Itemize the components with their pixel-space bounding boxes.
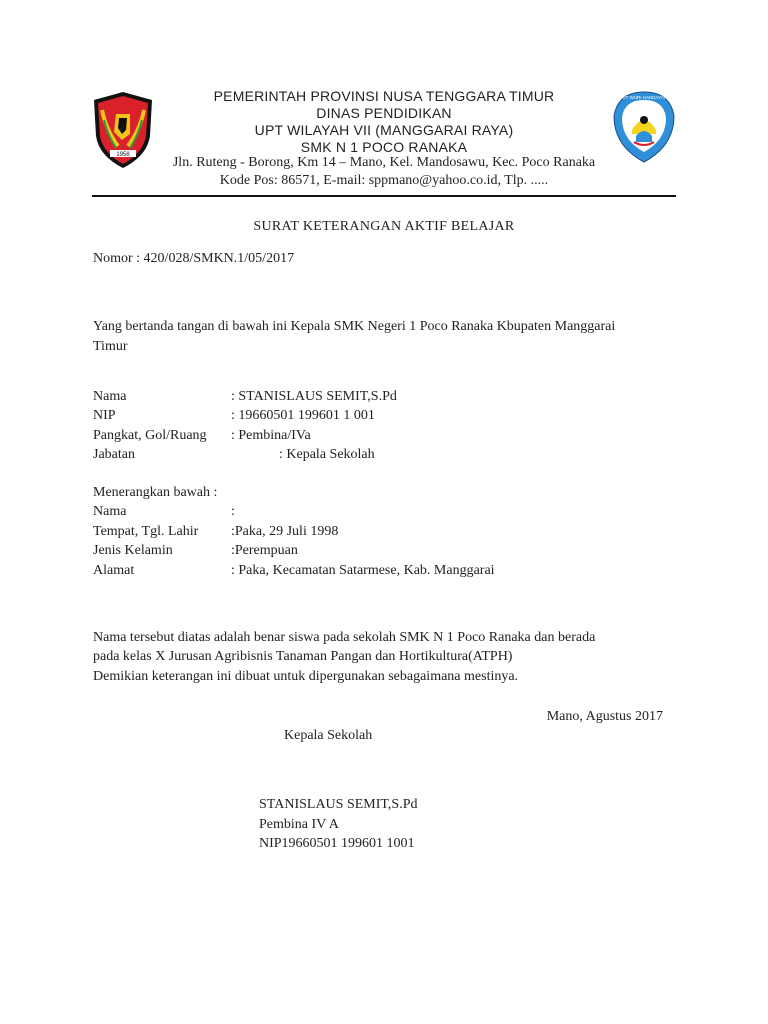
closing-line-1: Nama tersebut diatas adalah benar siswa pada sekolah SMK N 1 Poco Ranaka dan berada <box>93 630 596 645</box>
signature-name: STANISLAUS SEMIT,S.Pd <box>259 797 418 812</box>
declares-heading: Menerangkan bawah : <box>93 485 218 500</box>
header-address: Jln. Ruteng - Borong, Km 14 – Mano, Kel. Mandosawu, Kec. Poco Ranaka <box>172 155 596 170</box>
header-contact: Kode Pos: 86571, E-mail: sppmano@yahoo.co.id, Tlp. ..... <box>219 173 549 188</box>
student-address-value: : Paka, Kecamatan Satarmese, Kab. Manggarai <box>231 563 495 578</box>
header-school-name: SMK N 1 POCO RANAKA <box>300 139 468 155</box>
official-nip-label: NIP <box>93 408 116 423</box>
intro-line-2: Timur <box>93 339 128 354</box>
intro-line-1: Yang bertanda tangan di bawah ini Kepala SMK Negeri 1 Poco Ranaka Kbupaten Manggarai <box>93 319 616 334</box>
official-position-label: Jabatan <box>93 447 135 462</box>
student-gender-label: Jenis Kelamin <box>93 543 173 558</box>
signature-position: Kepala Sekolah <box>284 728 373 743</box>
student-gender-value: :Perempuan <box>231 543 298 558</box>
closing-line-2: pada kelas X Jurusan Agribisnis Tanaman Pangan dan Hortikultura(ATPH) <box>93 649 513 664</box>
letterhead-rule <box>92 195 676 197</box>
official-rank-value: : Pembina/IVa <box>231 428 311 443</box>
official-position-value: : Kepala Sekolah <box>279 447 375 462</box>
letter-number: Nomor : 420/028/SMKN.1/05/2017 <box>93 251 295 266</box>
student-name-label: Nama <box>93 504 127 519</box>
official-nip-value: : 19660501 199601 1 001 <box>231 408 375 423</box>
official-rank-label: Pangkat, Gol/Ruang <box>93 428 207 443</box>
student-birth-value: :Paka, 29 Juli 1998 <box>231 524 339 539</box>
signature-rank: Pembina IV A <box>259 817 339 832</box>
official-name-label: Nama <box>93 389 127 404</box>
header-government: PEMERINTAH PROVINSI NUSA TENGGARA TIMUR <box>213 88 555 104</box>
header-department: DINAS PENDIDIKAN <box>316 105 452 121</box>
header-region: UPT WILAYAH VII (MANGGARAI RAYA) <box>254 122 514 138</box>
student-name-value: : <box>231 504 235 519</box>
signature-place-date: Mano, Agustus 2017 <box>546 709 663 724</box>
closing-line-3: Demikian keterangan ini dibuat untuk dipergunakan sebagaimana mestinya. <box>93 669 519 684</box>
student-address-label: Alamat <box>93 563 135 578</box>
official-name-value: : STANISLAUS SEMIT,S.Pd <box>231 389 397 404</box>
svg-text:1958: 1958 <box>116 152 130 158</box>
svg-text:TUT WURI HANDAYANI: TUT WURI HANDAYANI <box>619 95 669 100</box>
signature-nip: NIP19660501 199601 1001 <box>259 836 415 851</box>
letter-title: SURAT KETERANGAN AKTIF BELAJAR <box>253 219 515 234</box>
student-birth-label: Tempat, Tgl. Lahir <box>93 524 199 539</box>
